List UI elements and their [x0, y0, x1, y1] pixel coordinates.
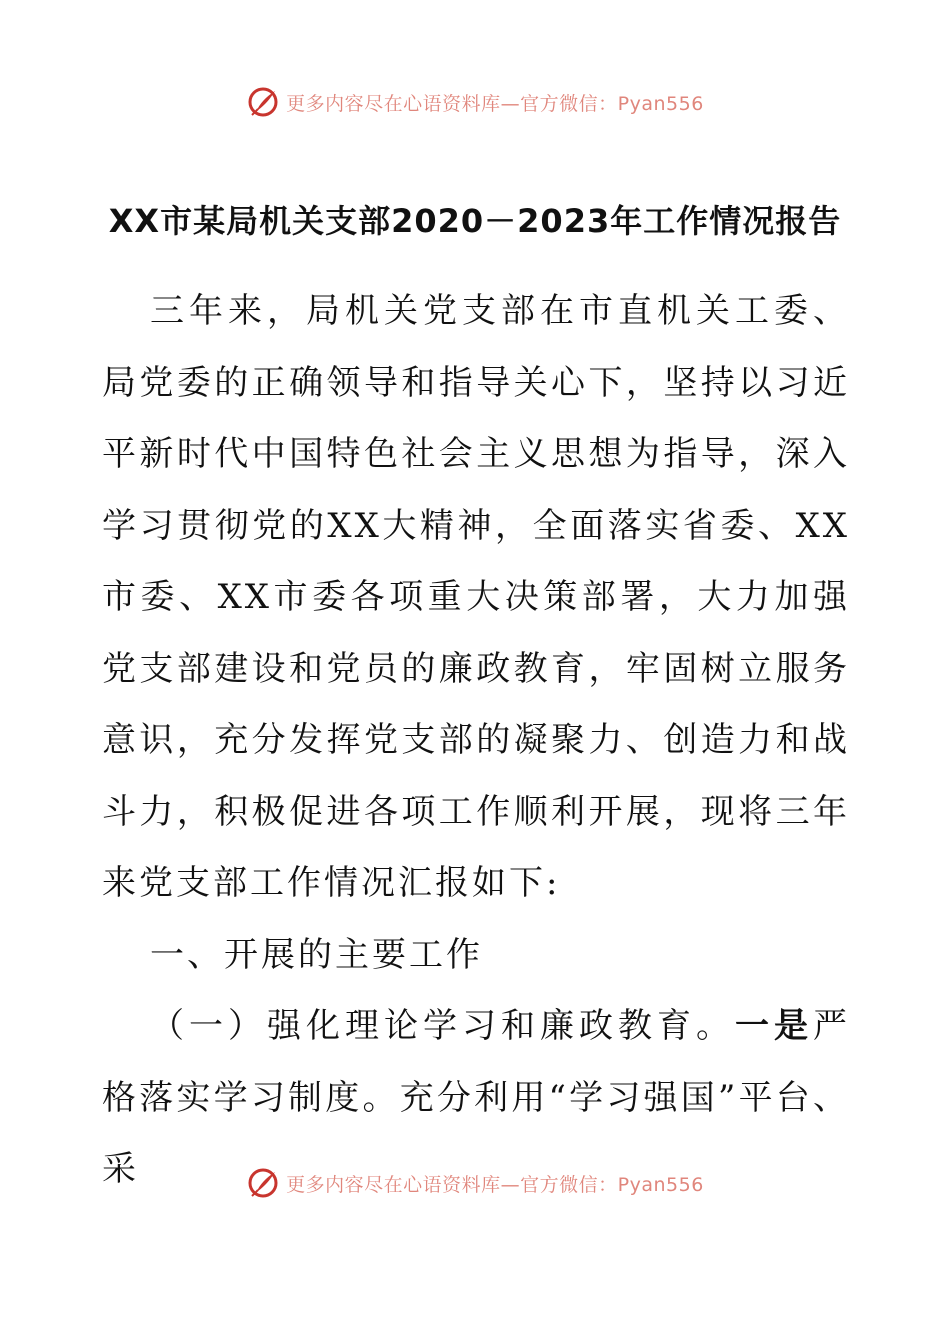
quill-logo-icon: [246, 85, 280, 119]
first-point-label: 一是: [735, 1006, 813, 1046]
sub-heading: （一）强化理论学习和廉政教育。: [150, 1006, 735, 1046]
watermark-text: 更多内容尽在心语资料库—官方微信：Pyan556: [286, 1173, 704, 1196]
first-point-text: 严格落实学习制度。充分利用“学习强国”平台、采: [102, 1006, 850, 1189]
watermark-header: [0, 82, 950, 122]
document-body: [102, 276, 850, 1206]
document-title: XX市某局机关支部2020－2023年工作情况报告: [108, 202, 842, 240]
quill-logo-icon: [246, 1166, 280, 1200]
watermark-footer: [0, 1163, 950, 1203]
section-heading: 一、开展的主要工作: [150, 934, 483, 975]
intro-paragraph: 三年来，局机关党支部在市直机关工委、局党委的正确领导和指导关心下，坚持以习近平新时代中国特色社会主义思想为指导，深入学习贯彻党的XX大精神，全面落实省委、XX市委、XX市委各项重大决策部署，大力加强党支部建设和党员的廉政教育，牢固树立服务意识，充分发挥党支部的凝聚力、创造力和战斗力，积极促进各项工作顺利开展，现将三年来党支部工作情况汇报如下:: [102, 291, 850, 903]
watermark-text: 更多内容尽在心语资料库—官方微信：Pyan556: [286, 92, 704, 115]
